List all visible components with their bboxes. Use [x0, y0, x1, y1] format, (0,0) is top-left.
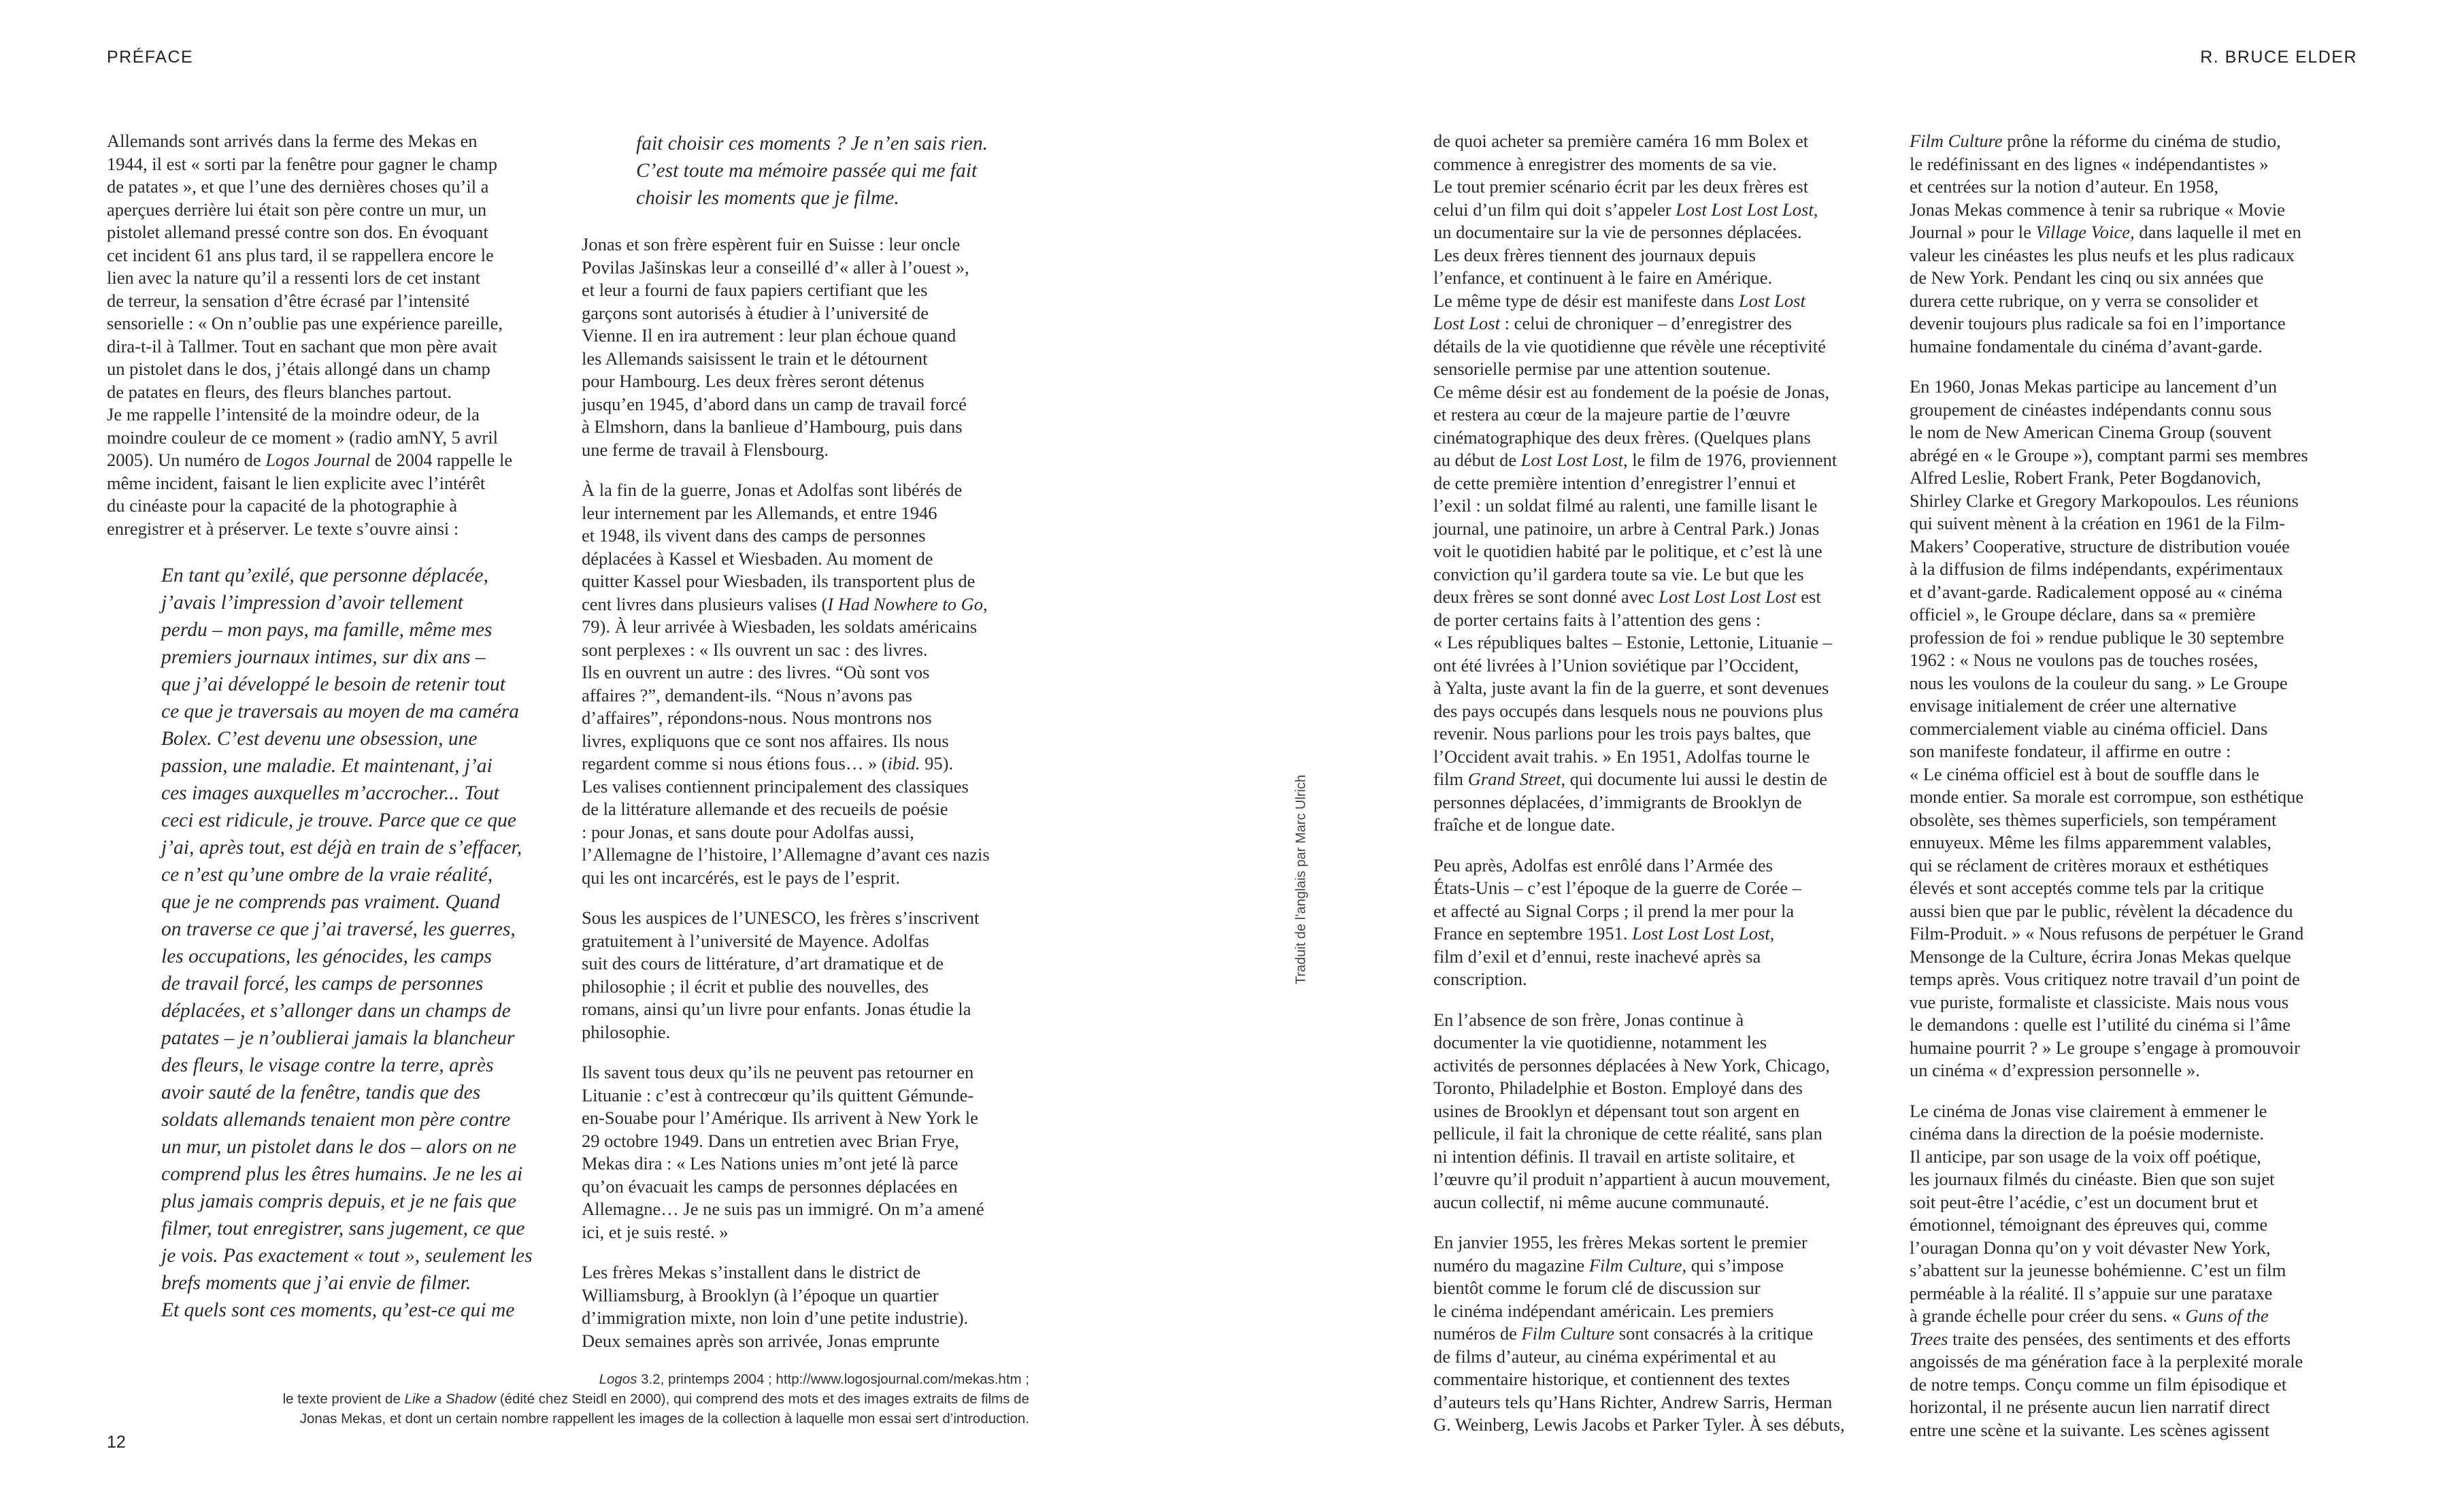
- text-line: de quoi acheter sa première caméra 16 mm Bolex et: [1433, 131, 1809, 151]
- text-line: de patates en fleurs, des fleurs blanches partout.: [107, 381, 452, 402]
- text-line: 79). À leur arrivée à Wiesbaden, les soldats américains: [582, 616, 978, 637]
- text-line: l’exil : un soldat filmé au ralenti, une famille lisant le: [1433, 495, 1818, 516]
- text-line: et restera au cœur de la majeure partie de l’œuvre: [1433, 404, 1791, 424]
- text-line: l’Allemagne de l’histoire, l’Allemagne d’avant ces nazis: [582, 844, 990, 865]
- text-line: Mekas dira : « Les Nations unies m’ont jeté là parce: [582, 1153, 959, 1173]
- text-line: envisage initialement de créer une alternative: [1910, 695, 2237, 716]
- text-line: cinéma dans la direction de la poésie moderniste.: [1910, 1123, 2264, 1144]
- text-line: valeur les cinéastes les plus neufs et les plus radicaux: [1910, 244, 2295, 265]
- text-line: et centrées sur la notion d’auteur. En 1958,: [1910, 176, 2219, 197]
- text-line: ici, et je suis resté. »: [582, 1221, 729, 1242]
- text-line: qu’on évacuait les camps de personnes déplacées en: [582, 1176, 958, 1197]
- text-line: Povilas Jašinskas leur a conseillé d’« aller à l’ouest »,: [582, 256, 969, 278]
- text-column-2: [582, 130, 1031, 1352]
- text-line: Film Culture prône la réforme du cinéma de studio,: [1910, 131, 2281, 151]
- text-line: le cinéma indépendant américain. Les premiers: [1433, 1300, 1774, 1321]
- text-line: commercialement viable au cinéma officiel. Dans: [1910, 718, 2268, 739]
- text-line: avoir sauté de la fenêtre, tandis que des: [161, 1082, 481, 1103]
- paragraph: [1433, 1009, 1882, 1214]
- text-line: voit le quotidien habité par le politique, et c’est là une: [1433, 541, 1822, 561]
- text-line: pellicule, il fait la chronique de cette réalité, sans plan: [1433, 1123, 1822, 1144]
- text-line: le nom de New American Cinema Group (souvent: [1910, 422, 2272, 442]
- paragraph: [582, 907, 1031, 1044]
- text-line: sont perplexes : « Ils ouvrent un sac : des livres.: [582, 639, 928, 660]
- italic-title: ibid.: [887, 753, 920, 773]
- text-line: les occupations, les génocides, les camps: [161, 946, 492, 967]
- block-quote: [582, 130, 1031, 212]
- text-line: garçons sont autorisés à étudier à l’université de: [582, 302, 929, 323]
- text-line: Ce même désir est au fondement de la poésie de Jonas,: [1433, 381, 1830, 402]
- text-line: regardent comme si nous étions fous… » (ibid. 95).: [582, 753, 954, 773]
- text-line: bientôt comme le forum clé de discussion sur: [1433, 1278, 1761, 1298]
- text-line: ce n’est qu’une ombre de la vraie réalité,: [161, 864, 493, 886]
- text-line: premiers journaux intimes, sur dix ans –: [161, 646, 486, 668]
- text-line: film Grand Street, qui documente lui aussi le destin de: [1433, 769, 1827, 789]
- text-line: groupement de cinéastes indépendants connu sous: [1910, 399, 2272, 420]
- text-line: un cinéma « d’expression personnelle ».: [1910, 1060, 2200, 1080]
- italic-title: Logos: [599, 1371, 637, 1387]
- text-line: Le cinéma de Jonas vise clairement à emmener le: [1910, 1100, 2267, 1121]
- text-line: Il anticipe, par son usage de la voix off poétique,: [1910, 1146, 2261, 1167]
- paragraph: [582, 1061, 1031, 1244]
- text-line: qui se réclament de critères moraux et esthétiques: [1910, 854, 2269, 876]
- translator-credit: Traduit de l’anglais par Marc Ulrich: [1293, 774, 1309, 985]
- text-line: patates – je n’oublierai jamais la blancheur: [161, 1027, 515, 1049]
- text-line: Peu après, Adolfas est enrôlé dans l’Armée des: [1433, 854, 1773, 876]
- italic-title: Guns of the: [2185, 1305, 2269, 1326]
- text-line: Allemands sont arrivés dans la ferme des Mekas en: [107, 131, 478, 151]
- text-line: soldats allemands tenaient mon père contre: [161, 1109, 511, 1131]
- running-head-author: R. BRUCE ELDER: [2200, 48, 2357, 67]
- text-line: Allemagne… Je ne suis pas un immigré. On m’a amené: [582, 1199, 984, 1219]
- text-line: une ferme de travail à Flensbourg.: [582, 439, 829, 460]
- text-line: un pistolet dans le dos, j’étais allongé dans un champ: [107, 359, 490, 379]
- text-line: perméable à la réalité. Il s’appuie sur une parataxe: [1910, 1282, 2273, 1303]
- text-line: quitter Kassel pour Wiesbaden, ils transportent plus de: [582, 571, 976, 591]
- footnote-line: Logos 3.2, printemps 2004 ; http://www.logosjournal.com/mekas.htm ;: [599, 1371, 1029, 1387]
- text-line: l’Occident avait trahis. » En 1951, Adolfas tourne le: [1433, 746, 1810, 767]
- text-line: devenir toujours plus radicale sa foi en l’importance: [1910, 313, 2286, 333]
- text-line: perdu – mon pays, ma famille, même mes: [161, 619, 493, 641]
- text-line: leur internement par les Allemands, et entre 1946: [582, 502, 937, 523]
- text-line: Alfred Leslie, Robert Frank, Peter Bogdanovich,: [1910, 467, 2261, 488]
- text-line: Je me rappelle l’intensité de la moindre odeur, de la: [107, 404, 480, 424]
- italic-title: Film Culture: [1521, 1323, 1615, 1344]
- text-line: aussi bien que par le public, révèlent la décadence du: [1910, 900, 2293, 921]
- text-line: que je ne comprends pas vraiment. Quand: [161, 891, 500, 913]
- text-line: Shirley Clarke et Gregory Markopoulos. Les réunions: [1910, 490, 2299, 511]
- text-line: un documentaire sur la vie de personnes déplacées.: [1433, 222, 1802, 242]
- running-head-section: PRÉFACE: [107, 48, 194, 67]
- text-line: le redéfinissant en des lignes « indépendantistes »: [1910, 153, 2269, 174]
- text-line: de porter certains faits à l’attention des gens :: [1433, 609, 1761, 630]
- italic-title: Lost Lost: [1738, 290, 1805, 311]
- text-line: comprend plus les êtres humains. Je ne les ai: [161, 1163, 523, 1185]
- text-line: affaires ?”, demandent-ils. “Nous n’avons pas: [582, 684, 912, 705]
- text-column-1: [107, 130, 556, 1324]
- italic-title: Film Culture: [1588, 1254, 1682, 1276]
- text-line: G. Weinberg, Lewis Jacobs et Parker Tyler. À ses débuts,: [1433, 1414, 1845, 1435]
- text-line: j’ai, après tout, est déjà en train de s’effacer,: [161, 837, 522, 859]
- text-line: Deux semaines après son arrivée, Jonas emprunte: [582, 1330, 940, 1351]
- text-line: d’auteurs tels qu’Hans Richter, Andrew Sarris, Herman: [1433, 1391, 1833, 1412]
- text-line: brefs moments que j’ai envie de filmer.: [161, 1272, 471, 1294]
- text-line: à Yalta, juste avant la fin de la guerre, et sont devenues: [1433, 678, 1829, 698]
- text-line: vue puriste, formaliste et classiciste. Mais nous vous: [1910, 991, 2289, 1012]
- text-line: son manifeste fondateur, il affirme en outre :: [1910, 741, 2231, 761]
- text-line: 29 octobre 1949. Dans un entretien avec Brian Frye,: [582, 1130, 959, 1151]
- text-line: on traverse ce que j’ai traversé, les guerres,: [161, 918, 516, 940]
- text-line: en-Souabe pour l’Amérique. Ils arrivent à New York le: [582, 1107, 978, 1128]
- italic-title: Lost Lost Lost: [1520, 450, 1624, 470]
- italic-title: I Had Nowhere to Go: [827, 593, 984, 614]
- text-line: États-Unis – c’est l’époque de la guerre de Corée –: [1433, 878, 1801, 898]
- text-line: à Elmshorn, dans la banlieue d’Hambourg, puis dans: [582, 416, 963, 437]
- text-line: 1944, il est « sorti par la fenêtre pour gagner le champ: [107, 153, 497, 174]
- text-line: un mur, un pistolet dans le dos – alors on ne: [161, 1136, 516, 1158]
- paragraph: [1910, 130, 2359, 358]
- text-line: obsolète, ses thèmes superficiels, son tempérament: [1910, 809, 2277, 830]
- text-line: Le tout premier scénario écrit par les deux frères est: [1433, 176, 1809, 197]
- text-line: pour Hambourg. Les deux frères seront détenus: [582, 371, 925, 391]
- paragraph: [1433, 854, 1882, 991]
- text-line: choisir les moments que je filme.: [636, 187, 899, 209]
- text-line: qui les ont incarcérés, est le pays de l’esprit.: [582, 867, 901, 888]
- text-line: livres, expliquons que ce sont nos affaires. Ils nous: [582, 730, 949, 751]
- text-line: à la diffusion de films indépendants, expérimentaux: [1910, 559, 2284, 579]
- text-line: du cinéaste pour la capacité de la photographie à: [107, 495, 458, 516]
- text-line: des fleurs, le visage contre la terre, après: [161, 1054, 494, 1076]
- text-line: lien avec la nature qu’il a ressenti lors de cet instant: [107, 267, 480, 288]
- text-line: personnes déplacées, d’immigrants de Brooklyn de: [1433, 791, 1802, 812]
- text-line: Lituanie : c’est à contrecœur qu’ils quittent Gémunde-: [582, 1084, 974, 1105]
- italic-title: Lost Lost Lost Lost: [1676, 199, 1814, 220]
- text-line: l’ouragan Donna qu’on y voit dévaster New York,: [1910, 1237, 2271, 1258]
- text-line: même incident, faisant le lien explicite avec l’intérêt: [107, 472, 486, 493]
- text-line: sensorielle : « On n’oublie pas une expérience pareille,: [107, 313, 503, 333]
- paragraph: [107, 130, 556, 540]
- text-line: et affecté au Signal Corps ; il prend la mer pour la: [1433, 900, 1795, 921]
- text-line: Ils en ouvrent un autre : des livres. “Où sont vos: [582, 662, 930, 682]
- text-line: ont été livrées à l’Union soviétique par l’Occident,: [1433, 654, 1799, 676]
- text-line: angoissés de ma génération face à la perplexité morale: [1910, 1351, 2303, 1371]
- text-line: moindre couleur de ce moment » (radio amNY, 5 avril: [107, 427, 498, 448]
- text-line: l’enfance, et continuent à le faire en Amérique.: [1433, 267, 1773, 288]
- text-line: dira-t-il à Tallmer. Tout en sachant que mon père avait: [107, 335, 497, 356]
- page-number: 12: [107, 1433, 126, 1452]
- text-line: je vois. Pas exactement « tout », seulement les: [161, 1245, 533, 1267]
- text-line: cinématographique des deux frères. (Quelques plans: [1433, 427, 1811, 448]
- text-line: cet incident 61 ans plus tard, il se rappellera encore le: [107, 244, 494, 265]
- text-line: En janvier 1955, les frères Mekas sortent le premier: [1433, 1232, 1808, 1252]
- text-line: de New York. Pendant les cinq ou six années que: [1910, 267, 2264, 288]
- text-line: commence à enregistrer des moments de sa vie.: [1433, 153, 1777, 174]
- italic-title: Grand Street: [1467, 769, 1561, 789]
- text-line: ennuyeux. Même les films apparemment valables,: [1910, 832, 2272, 852]
- italic-title: Lost Lost Lost Lost: [1659, 586, 1797, 607]
- text-line: Jonas et son frère espèrent fuir en Suisse : leur oncle: [582, 234, 961, 254]
- text-line: temps après. Vous critiquez notre travail d’un point de: [1910, 969, 2300, 989]
- text-line: et d’avant-garde. Radicalement opposé au « cinéma: [1910, 581, 2283, 602]
- text-line: les Allemands saisissent le train et le détournent: [582, 348, 928, 369]
- text-line: Jonas Mekas commence à tenir sa rubrique « Movie: [1910, 199, 2285, 220]
- text-line: 2005). Un numéro de Logos Journal de 2004 rappelle le: [107, 450, 513, 470]
- text-line: Trees traite des pensées, des sentiments et des efforts: [1910, 1328, 2291, 1349]
- text-line: Sous les auspices de l’UNESCO, les frères s’inscrivent: [582, 907, 980, 928]
- paragraph: [582, 479, 1031, 889]
- text-line: jusqu’en 1945, d’abord dans un camp de travail forcé: [582, 393, 967, 414]
- text-line: Les valises contiennent principalement des classiques: [582, 776, 969, 797]
- paragraph: [1910, 1100, 2359, 1442]
- italic-title: Film Culture: [1910, 131, 2003, 151]
- paragraph: [582, 233, 1031, 461]
- text-line: déplacées à Kassel et Wiesbaden. Au moment de: [582, 548, 933, 569]
- text-line: filmer, tout enregistrer, sans jugement, ce que: [161, 1218, 525, 1239]
- italic-title: Trees: [1910, 1328, 1948, 1349]
- text-line: de terreur, la sensation d’être écrasé par l’intensité: [107, 290, 470, 311]
- text-line: journal, une patinoire, un arbre à Central Park.) Jonas: [1433, 518, 1820, 539]
- text-line: philosophie.: [582, 1021, 671, 1042]
- text-line: Makers’ Cooperative, structure de distribution vouée: [1910, 535, 2290, 556]
- footnote: [283, 1369, 1029, 1429]
- text-line: Mensonge de la Culture, écrira Jonas Mekas quelque: [1910, 946, 2291, 967]
- text-line: Bolex. C’est devenu une obsession, une: [161, 728, 478, 750]
- text-line: Toronto, Philadelphie et Boston. Employé dans des: [1433, 1078, 1803, 1098]
- text-line: En l’absence de son frère, Jonas continue à: [1433, 1009, 1744, 1030]
- text-line: monde entier. Sa morale est corrompue, son esthétique: [1910, 786, 2304, 807]
- text-line: conviction qu’il gardera toute sa vie. Le but que les: [1433, 563, 1804, 584]
- text-line: commentaire historique, et contiennent des textes: [1433, 1369, 1790, 1389]
- text-line: Williamsburg, à Brooklyn (à l’époque un quartier: [582, 1284, 939, 1305]
- text-line: C’est toute ma mémoire passée qui me fait: [636, 160, 978, 182]
- text-line: Vienne. Il en ira autrement : leur plan échoue quand: [582, 325, 956, 346]
- italic-title: Village Voice: [2035, 222, 2131, 242]
- footnote-line: Jonas Mekas, et dont un certain nombre rappellent les images de la collection à laquelle mon essai sert d’introduction.: [299, 1411, 1029, 1427]
- text-line: élevés et sont acceptés comme tels par la critique: [1910, 878, 2264, 898]
- text-line: nous les voulons de la couleur du sang. » Le Groupe: [1910, 672, 2288, 693]
- text-line: Les deux frères tiennent des journaux depuis: [1433, 244, 1756, 265]
- text-line: Journal » pour le Village Voice, dans laquelle il met en: [1910, 222, 2301, 242]
- text-line: En tant qu’exilé, que personne déplacée,: [161, 565, 488, 586]
- text-line: détails de la vie quotidienne que révèle une réceptivité: [1433, 335, 1826, 356]
- text-line: s’abattent sur la jeunesse bohémienne. C’est un film: [1910, 1260, 2286, 1280]
- text-line: de patates », et que l’une des dernières choses qu’il a: [107, 176, 489, 197]
- paragraph: [1433, 1231, 1882, 1437]
- text-line: Lost Lost : celui de chroniquer – d’enregistrer des: [1433, 313, 1792, 333]
- text-line: ceci est ridicule, je trouve. Parce que ce que: [161, 810, 517, 831]
- text-line: celui d’un film qui doit s’appeler Lost Lost Lost Lost,: [1433, 199, 1818, 220]
- paragraph: [582, 1261, 1031, 1352]
- text-line: 1962 : « Nous ne voulons pas de touches rosées,: [1910, 650, 2259, 670]
- text-line: j’avais l’impression d’avoir tellement: [161, 592, 463, 614]
- text-line: romans, ainsi qu’un livre pour enfants. Jonas étudie la: [582, 999, 971, 1019]
- text-line: conscription.: [1433, 969, 1527, 989]
- text-line: Et quels sont ces moments, qu’est-ce qui me: [161, 1299, 515, 1321]
- text-line: à grande échelle pour créer du sens. « Guns of the: [1910, 1305, 2269, 1326]
- text-line: activités de personnes déplacées à New York, Chicago,: [1433, 1054, 1830, 1076]
- text-line: soit peut-être l’acédie, c’est un document brut et: [1910, 1191, 2259, 1212]
- italic-title: Like a Shadow: [404, 1391, 497, 1407]
- text-line: au début de Lost Lost Lost, le film de 1976, proviennent: [1433, 450, 1837, 470]
- text-line: que j’ai développé le besoin de retenir tout: [161, 673, 505, 695]
- text-line: des pays occupés dans lesquels nous ne pouvions plus: [1433, 700, 1823, 721]
- block-quote: [107, 562, 556, 1324]
- text-line: et 1948, ils vivent dans des camps de personnes: [582, 525, 926, 546]
- text-line: déplacées, et s’allonger dans un champs de: [161, 1000, 511, 1022]
- text-line: humaine fondamentale du cinéma d’avant-garde.: [1910, 335, 2263, 356]
- text-line: sensorielle permise par une attention soutenue.: [1433, 359, 1771, 379]
- text-line: usines de Brooklyn et dépensant tout son argent en: [1433, 1100, 1800, 1121]
- text-line: et leur a fourni de faux papiers certifiant que les: [582, 280, 928, 300]
- text-line: de films d’auteur, au cinéma expérimental et au: [1433, 1346, 1776, 1367]
- text-line: Film-Produit. » « Nous refusons de perpétuer le Grand: [1910, 923, 2304, 944]
- text-line: revenir. Nous parlions pour les trois pays baltes, que: [1433, 723, 1811, 744]
- text-line: d’affaires”, répondons-nous. Nous montrons nos: [582, 707, 932, 728]
- text-line: deux frères se sont donné avec Lost Lost Lost Lost est: [1433, 586, 1821, 607]
- text-line: France en septembre 1951. Lost Lost Lost Lost,: [1433, 923, 1775, 944]
- footnote-line: le texte provient de Like a Shadow (édité chez Steidl en 2000), qui comprend des mots et des images extraits de films de: [282, 1391, 1029, 1407]
- italic-title: Lost Lost: [1433, 313, 1500, 333]
- text-line: Les frères Mekas s’installent dans le district de: [582, 1262, 921, 1282]
- text-line: En 1960, Jonas Mekas participe au lancement d’un: [1910, 376, 2278, 397]
- text-line: « Les républiques baltes – Estonie, Lettonie, Lituanie –: [1433, 632, 1832, 652]
- text-line: le demandons : quelle est l’utilité du cinéma si l’âme: [1910, 1014, 2291, 1035]
- text-line: durera cette rubrique, on y verra se consolider et: [1910, 290, 2259, 311]
- text-line: Ils savent tous deux qu’ils ne peuvent pas retourner en: [582, 1062, 974, 1082]
- text-line: fait choisir ces moments ? Je n’en sais rien.: [636, 133, 988, 154]
- text-line: de travail forcé, les camps de personnes: [161, 973, 484, 995]
- text-line: documenter la vie quotidienne, notamment les: [1433, 1032, 1767, 1052]
- text-line: numéros de Film Culture sont consacrés à la critique: [1433, 1323, 1814, 1344]
- text-line: ce que je traversais au moyen de ma caméra: [161, 701, 519, 722]
- text-line: Le même type de désir est manifeste dans Lost Lost: [1433, 290, 1805, 311]
- text-line: cent livres dans plusieurs valises (I Had Nowhere to Go,: [582, 593, 988, 614]
- italic-title: Logos Journal: [265, 450, 371, 470]
- text-line: film d’exil et d’ennui, reste inachevé après sa: [1433, 946, 1761, 967]
- text-line: plus jamais compris depuis, et je ne fais que: [161, 1190, 516, 1212]
- text-line: abrégé en « le Groupe »), comptant parmi ses membres: [1910, 444, 2308, 465]
- text-line: ni intention définis. Il travail en artiste solitaire, et: [1433, 1146, 1795, 1167]
- text-line: émotionnel, témoignant des épreuves qui, comme: [1910, 1214, 2268, 1235]
- text-line: À la fin de la guerre, Jonas et Adolfas sont libérés de: [582, 480, 963, 500]
- paragraph: [1433, 130, 1882, 837]
- text-line: fraîche et de longue date.: [1433, 814, 1616, 835]
- text-line: de notre temps. Conçu comme un film épisodique et: [1910, 1373, 2287, 1395]
- text-line: aperçues derrière lui était son père contre un mur, un: [107, 199, 487, 220]
- text-column-3: [1433, 130, 1882, 1437]
- text-line: pistolet allemand pressé contre son dos. En évoquant: [107, 222, 488, 242]
- text-line: ces images auxquelles m’accrocher... Tout: [161, 782, 499, 804]
- paragraph: [1910, 376, 2359, 1082]
- italic-title: Lost Lost Lost Lost: [1632, 923, 1770, 944]
- text-line: d’immigration mixte, non loin d’une petite industrie).: [582, 1307, 969, 1328]
- text-line: : pour Jonas, et sans doute pour Adolfas aussi,: [582, 821, 914, 842]
- text-line: entre une scène et la suivante. Les scènes agissent: [1910, 1419, 2270, 1440]
- text-line: aucun collectif, ni même aucune communauté.: [1433, 1191, 1769, 1212]
- text-line: philosophie ; il écrit et publie des nouvelles, des: [582, 976, 929, 997]
- text-line: qui suivent mènent à la création en 1961 de la Film-: [1910, 513, 2285, 533]
- text-line: enregistrer et à préserver. Le texte s’ouvre ainsi :: [107, 518, 459, 539]
- text-line: de la littérature allemande et des recueils de poésie: [582, 799, 948, 819]
- text-column-4: [1910, 130, 2359, 1441]
- text-line: « Le cinéma officiel est à bout de souffle dans le: [1910, 763, 2260, 784]
- text-line: suit des cours de littérature, d’art dramatique et de: [582, 953, 944, 973]
- text-line: de cette première intention d’enregistrer l’ennui et: [1433, 472, 1796, 493]
- text-line: gratuitement à l’université de Mayence. Adolfas: [582, 930, 929, 951]
- text-line: l’œuvre qu’il produit n’appartient à aucun mouvement,: [1433, 1169, 1831, 1189]
- text-line: numéro du magazine Film Culture, qui s’impose: [1433, 1254, 1784, 1276]
- text-line: humaine pourrit ? » Le groupe s’engage à promouvoir: [1910, 1037, 2300, 1058]
- text-line: officiel », le Groupe déclare, dans sa « première: [1910, 604, 2256, 624]
- text-line: passion, une maladie. Et maintenant, j’ai: [161, 755, 493, 777]
- text-line: profession de foi » rendue publique le 30 septembre: [1910, 627, 2284, 648]
- text-line: horizontal, il ne présente aucun lien narratif direct: [1910, 1397, 2270, 1417]
- text-line: les journaux filmés du cinéaste. Bien que son sujet: [1910, 1169, 2275, 1189]
